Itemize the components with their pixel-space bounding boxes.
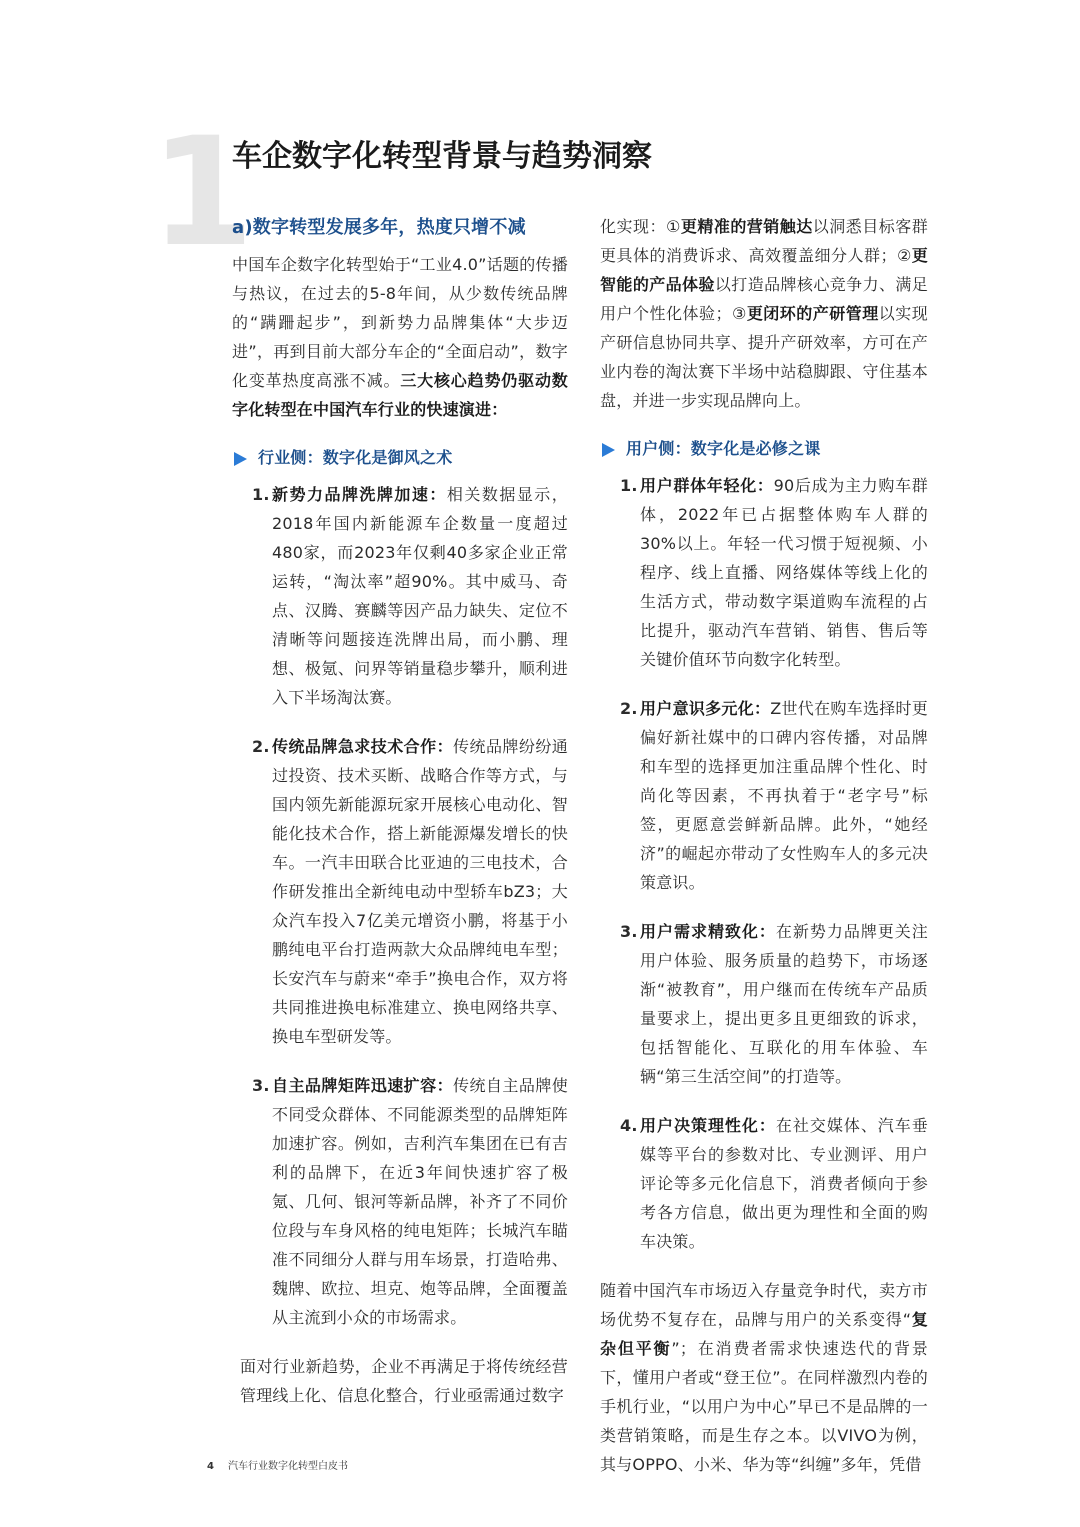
- user-list: [600, 471, 928, 1256]
- industry-subheading-label: 行业侧：数字化是御风之术: [258, 448, 453, 467]
- continuation-text: 以实现产研信息协同共享、提升产研效率，方可在产业内卷的淘汰赛下半场中站稳脚跟、守住基本盘，并进一步实现品牌向上。: [600, 304, 928, 410]
- list-item-title: 自主品牌矩阵迅速扩容：: [272, 1076, 454, 1095]
- list-item-title: 用户需求精致化：: [640, 922, 776, 941]
- closing-bold: 复杂但平衡: [600, 1310, 929, 1358]
- list-item-text: 相关数据显示，2018年国内新能源车企数量一度超过480家，而2023年仅剩40多家企业正常运转，“淘汰率”超90%。其中威马、奇点、汉腾、赛麟等因产品力缺失、定位不清晰等问题接连洗牌出局，而小鹏、理想、极氪、问界等销量稳步攀升，顺利进入下半场淘汰赛。: [272, 485, 568, 707]
- continuation-bold: 更精准的营销触达: [680, 217, 813, 236]
- footer-doc-title: 汽车行业数字化转型白皮书: [227, 1461, 348, 1472]
- list-item-title: 用户群体年轻化：: [640, 476, 774, 495]
- list-item-number: 3.: [620, 922, 638, 941]
- list-item: [232, 1071, 568, 1332]
- user-subheading-label: 用户侧：数字化是必修之课: [626, 439, 821, 458]
- right-column: [600, 212, 928, 1479]
- page-number: 4: [207, 1461, 214, 1472]
- list-item: [600, 1111, 928, 1256]
- continuation-text: 以打造品牌核心竞争力、满足用户个性化体验；③: [600, 275, 928, 323]
- continuation-bold: 更闭环的产研管理: [746, 304, 879, 323]
- list-item-number: 4.: [620, 1116, 638, 1135]
- list-item: [600, 917, 928, 1091]
- list-item-title: 用户意识多元化：: [640, 699, 771, 718]
- intro-text: 中国车企数字化转型始于“工业4.0”话题的传播与热议，在过去的5-8年间，从少数传统品牌的“蹒跚起步”，到新势力品牌集体“大步迈进”，再到目前大部分车企的“全面启动”，数字化变革热度高涨不减。: [232, 255, 568, 390]
- list-item-text: 传统自主品牌使不同受众群体、不同能源类型的品牌矩阵加速扩容。例如，吉利汽车集团在已有吉利的品牌下，在近3年间快速扩容了极氪、几何、银河等新品牌，补齐了不同价位段与车身风格的纯电矩阵；长城汽车瞄准不同细分人群与用车场景，打造哈弗、魏牌、欧拉、坦克、炮等品牌，全面覆盖从主流到小众的市场需求。: [272, 1076, 568, 1327]
- section-heading: a)数字转型发展多年，热度只增不减: [232, 217, 526, 238]
- list-item-text: 传统品牌纷纷通过投资、技术买断、战略合作等方式，与国内领先新能源玩家开展核心电动化、智能化技术合作，搭上新能源爆发增长的快车。一汽丰田联合比亚迪的三电技术，合作研发推出全新纯电动中型轿车bZ3；大众汽车投入7亿美元增资小鹏，将基于小鹏纯电平台打造两款大众品牌纯电车型；长安汽车与蔚来“牵手”换电合作，双方将共同推进换电标准建立、换电网络共享、换电车型研发等。: [272, 737, 568, 1046]
- list-item-title: 新势力品牌洗牌加速：: [272, 485, 447, 504]
- outro-paragraph: 面对行业新趋势，企业不再满足于将传统经营管理线上化、信息化整合，行业亟需通过数字: [240, 1357, 568, 1405]
- list-item-text: Z世代在购车选择时更偏好新社媒中的口碑内容传播，对品牌和车型的选择更加注重品牌个性化、时尚化等因素，不再执着于“老字号”标签，更愿意尝鲜新品牌。此外，“她经济”的崛起亦带动了女性购车人的多元决策意识。: [640, 699, 928, 892]
- list-item-text: 在新势力品牌更关注用户体验、服务质量的趋势下，市场逐渐“被教育”，用户继而在传统车产品质量要求上，提出更多且更细致的诉求，包括智能化、互联化的用车体验、车辆“第三生活空间”的打造等。: [640, 922, 928, 1086]
- list-item-number: 1.: [620, 476, 638, 495]
- user-subheading: [600, 435, 928, 463]
- list-item-number: 3.: [252, 1076, 270, 1095]
- page-title: 车企数字化转型背景与趋势洞察: [232, 139, 652, 174]
- list-item-number: 2.: [620, 699, 638, 718]
- list-item-number: 1.: [252, 485, 270, 504]
- continuation-paragraph: [600, 212, 928, 415]
- chapter-number: 1: [150, 106, 255, 280]
- closing-text: 随着中国汽车市场迈入存量竞争时代，卖方市场优势不复存在，品牌与用户的关系变得“: [600, 1281, 928, 1329]
- list-item-number: 2.: [252, 737, 270, 756]
- list-item: [600, 471, 928, 674]
- triangle-arrow-icon: [234, 452, 247, 466]
- closing-text: ”；在消费者需求快速迭代的背景下，懂用户者或“登王位”。在同样激烈内卷的手机行业，“以用户为中心”早已不是品牌的一类营销策略，而是生存之本。以VIVO为例，其与OPPO、小米、华为等“纠缠”多年，凭借: [600, 1339, 928, 1474]
- closing-paragraph: [600, 1276, 928, 1479]
- industry-subheading: [232, 444, 568, 472]
- left-column: [232, 214, 568, 1410]
- continuation-text: 化实现：①: [600, 217, 681, 236]
- list-item-title: 用户决策理性化：: [640, 1116, 776, 1135]
- intro-bold: 三大核心趋势仍驱动数字化转型在中国汽车行业的快速演进：: [232, 371, 568, 419]
- list-item-text: 90后成为主力购车群体，2022年已占据整体购车人群的30%以上。年轻一代习惯于短视频、小程序、线上直播、网络媒体等线上化的生活方式，带动数字渠道购车流程的占比提升，驱动汽车营销、销售、售后等关键价值环节向数字化转型。: [640, 476, 928, 669]
- intro-paragraph: [232, 250, 568, 424]
- continuation-bold: 更智能的产品体验: [600, 246, 928, 294]
- page-footer: [207, 1460, 348, 1474]
- list-item: [232, 480, 568, 712]
- list-item-title: 传统品牌急求技术合作：: [272, 737, 454, 756]
- list-item: [600, 694, 928, 897]
- industry-list: [232, 480, 568, 1332]
- list-item-text: 在社交媒体、汽车垂媒等平台的参数对比、专业测评、用户评论等多元化信息下，消费者倾向于参考各方信息，做出更为理性和全面的购车决策。: [640, 1116, 928, 1251]
- list-item: [232, 732, 568, 1051]
- triangle-arrow-icon: [602, 443, 615, 457]
- continuation-text: 以洞悉目标客群更具体的消费诉求、高效覆盖细分人群；②: [600, 217, 928, 265]
